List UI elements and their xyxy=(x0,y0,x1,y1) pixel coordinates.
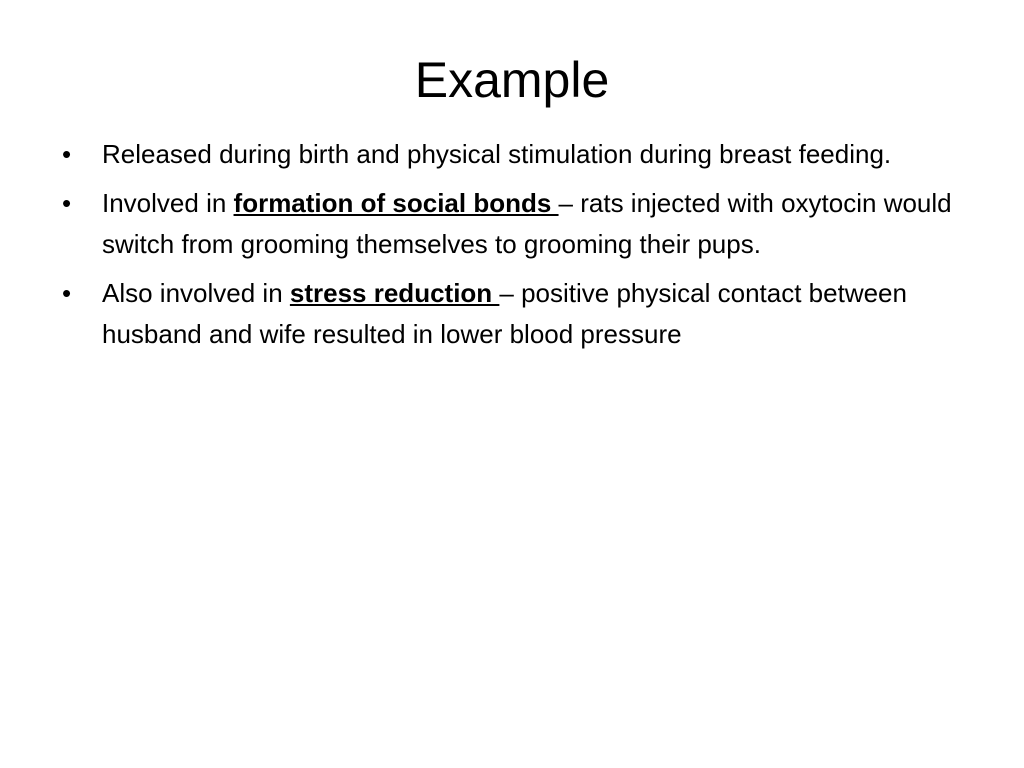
bullet-suffix: – rats injected with oxytocin would switch from grooming themselves to grooming their pups. xyxy=(102,188,952,259)
key-term: formation of social bonds xyxy=(233,188,559,218)
bullet-list xyxy=(62,134,962,363)
key-term: stress reduction xyxy=(289,278,500,308)
bullet-icon: • xyxy=(62,278,72,308)
bullet-icon: • xyxy=(62,188,72,218)
bullet-suffix: – positive physical contact between husband and wife resulted in lower blood pressure xyxy=(102,278,907,349)
bullet-item-social-bonds xyxy=(62,183,962,265)
slide-title: Example xyxy=(414,52,610,108)
bullet-icon: • xyxy=(62,139,72,169)
bullet-item-birth-release xyxy=(62,134,962,175)
bullet-prefix: Involved in xyxy=(102,188,234,218)
bullet-text: Released during birth and physical stimulation during breast feeding. xyxy=(102,139,892,169)
bullet-item-stress-reduction xyxy=(62,273,962,355)
bullet-prefix: Also involved in xyxy=(102,278,290,308)
